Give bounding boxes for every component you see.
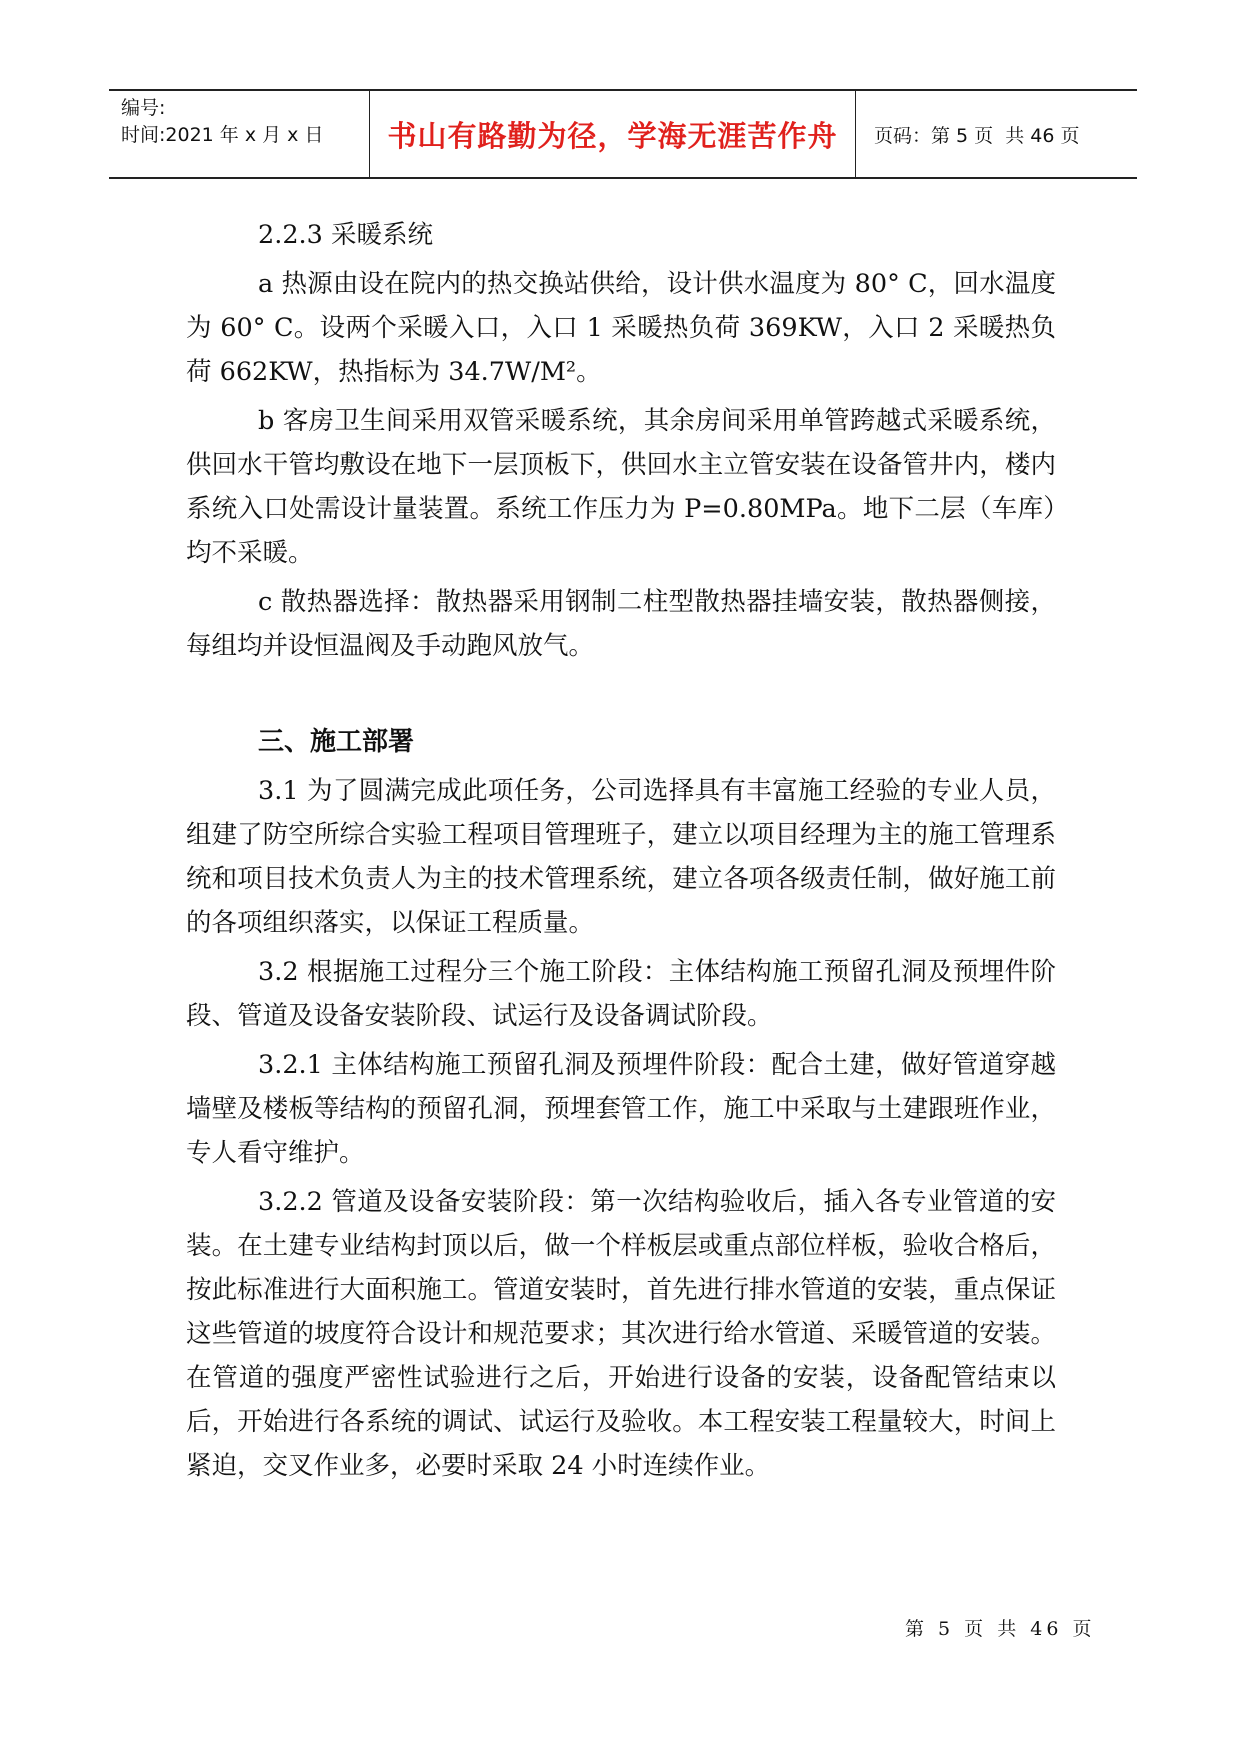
paragraph-3-1: 3.1 为了圆满完成此项任务，公司选择具有丰富施工经验的专业人员，组建了防空所综合实验工程项目管理班子，建立以项目经理为主的施工管理系统和项目技术负责人为主的技术管理系统，建立各项各级责任制，做好施工前的各项组织落实，以保证工程质量。 xyxy=(186,776,1056,938)
paragraph-3-2-2: 3.2.2 管道及设备安装阶段：第一次结构验收后，插入各专业管道的安装。在土建专业结构封顶以后，做一个样板层或重点部位样板，验收合格后，按此标准进行大面积施工。管道安装时，首先进行排水管道的安装，重点保证这些管道的坡度符合设计和规范要求；其次进行给水管道、采暖管道的安装。在管道的强度严密性试验进行之后，开始进行设备的安装，设备配管结束以后，开始进行各系统的调试、试运行及验收。本工程安装工程量较大，时间上紧迫，交叉作业多，必要时采取 24 小时连续作业。 xyxy=(186,1187,1056,1481)
header-page-info xyxy=(856,91,1137,177)
page-footer-number: 第 5 页 共 46 页 xyxy=(905,1618,1096,1640)
document-number-label: 编号: xyxy=(121,97,166,119)
paragraph-a: a 热源由设在院内的热交换站供给，设计供水温度为 80° C，回水温度为 60° C。设两个采暖入口，入口 1 采暖热负荷 369KW，入口 2 采暖热负荷 662KW，热指标为 34.7W/M²。 xyxy=(186,269,1056,387)
page-header xyxy=(109,89,1137,179)
document-body xyxy=(186,213,1056,1493)
paragraph-c: c 散热器选择：散热器采用钢制二柱型散热器挂墙安装，散热器侧接，每组均并设恒温阀及手动跑风放气。 xyxy=(186,587,1056,661)
paragraph-b: b 客房卫生间采用双管采暖系统，其余房间采用单管跨越式采暖系统，供回水干管均敷设在地下一层顶板下，供回水主立管安装在设备管井内，楼内系统入口处需设计量装置。系统工作压力为 P=0.80MPa。地下二层（车库）均不采暖。 xyxy=(186,406,1056,568)
header-meta xyxy=(109,91,370,177)
paragraph-3-2-1: 3.2.1 主体结构施工预留孔洞及预埋件阶段：配合土建，做好管道穿越墙壁及楼板等结构的预留孔洞，预埋套管工作，施工中采取与土建跟班作业，专人看守维护。 xyxy=(186,1050,1056,1168)
section-heading-3: 三、施工部署 xyxy=(258,727,415,757)
paragraph-3-2: 3.2 根据施工过程分三个施工阶段：主体结构施工预留孔洞及预埋件阶段、管道及设备安装阶段、试运行及设备调试阶段。 xyxy=(186,957,1056,1031)
header-motto: 书山有路勤为径，学海无涯苦作舟 xyxy=(370,91,856,177)
header-page-label: 页码：第 5 页 共 46 页 xyxy=(874,124,1080,147)
document-date-label: 时间:2021 年 x 月 x 日 xyxy=(121,124,324,146)
subsection-heading-2-2-3: 2.2.3 采暖系统 xyxy=(258,220,433,250)
